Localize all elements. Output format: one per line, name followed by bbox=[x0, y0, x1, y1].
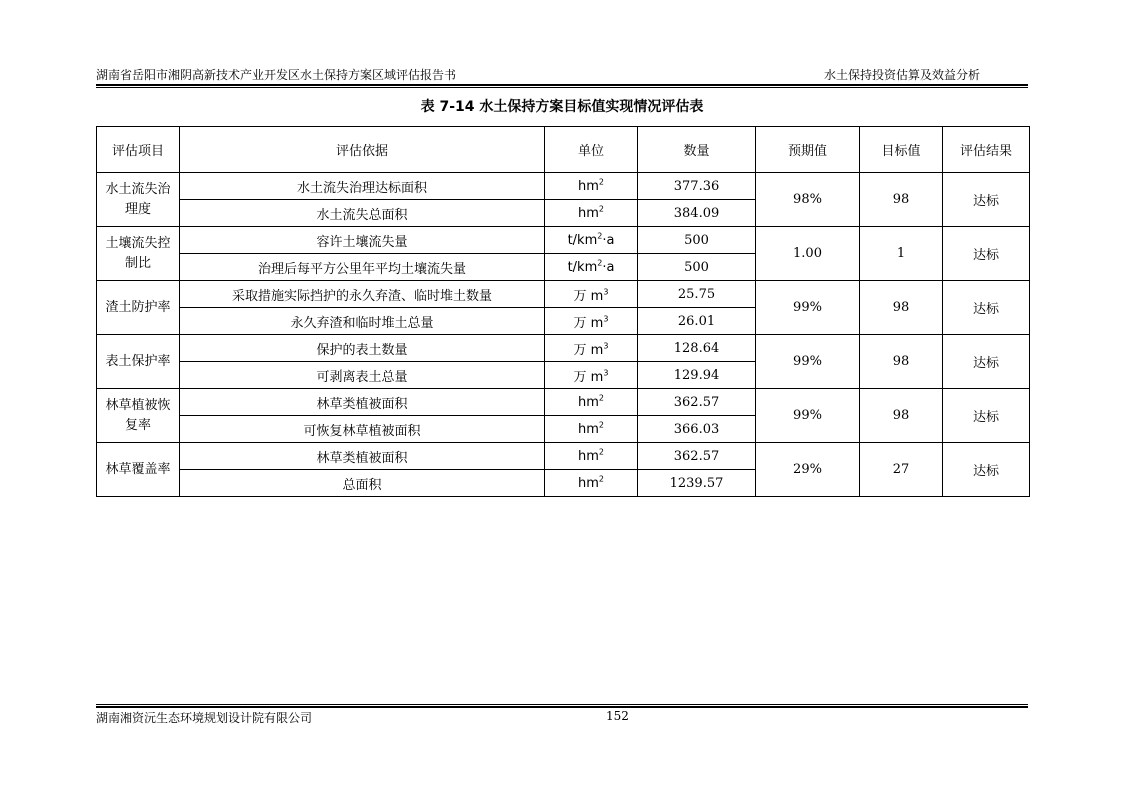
header-rule bbox=[96, 84, 1028, 86]
quantity-cell: 129.94 bbox=[638, 362, 756, 389]
evaluation-table bbox=[96, 126, 1030, 497]
unit-base: hm bbox=[578, 205, 599, 221]
item-cell: 林草植被恢复率 bbox=[97, 389, 180, 443]
item-cell: 表土保护率 bbox=[97, 335, 180, 389]
unit-base: 万 m bbox=[573, 315, 604, 331]
unit-cell bbox=[545, 173, 638, 200]
basis-cell: 水土流失治理达标面积 bbox=[180, 173, 545, 200]
unit-cell bbox=[545, 389, 638, 416]
header-cell: 评估依据 bbox=[180, 127, 545, 173]
footer-company: 湖南湘资沅生态环境规划设计院有限公司 bbox=[96, 711, 313, 725]
basis-cell: 总面积 bbox=[180, 470, 545, 497]
quantity-cell: 26.01 bbox=[638, 308, 756, 335]
quantity-cell: 128.64 bbox=[638, 335, 756, 362]
quantity-cell: 500 bbox=[638, 227, 756, 254]
footer-rule bbox=[96, 704, 1028, 705]
unit-exponent: 2 bbox=[597, 231, 603, 241]
header-cell: 评估项目 bbox=[97, 127, 180, 173]
table-title: 表 7-14 水土保持方案目标值实现情况评估表 bbox=[420, 99, 704, 115]
expected-cell: 29% bbox=[756, 443, 860, 497]
quantity-cell: 362.57 bbox=[638, 443, 756, 470]
quantity-cell: 1239.57 bbox=[638, 470, 756, 497]
unit-cell bbox=[545, 281, 638, 308]
unit-cell bbox=[545, 227, 638, 254]
result-cell: 达标 bbox=[943, 389, 1030, 443]
unit-exponent: 2 bbox=[598, 204, 604, 214]
basis-cell: 水土流失总面积 bbox=[180, 200, 545, 227]
target-cell: 1 bbox=[860, 227, 943, 281]
unit-cell bbox=[545, 416, 638, 443]
unit-cell bbox=[545, 362, 638, 389]
header-cell: 目标值 bbox=[860, 127, 943, 173]
unit-exponent: 2 bbox=[598, 447, 604, 457]
basis-cell: 可恢复林草植被面积 bbox=[180, 416, 545, 443]
unit-exponent: 2 bbox=[598, 393, 604, 403]
table-row bbox=[97, 281, 1030, 308]
table-header-row bbox=[97, 127, 1030, 173]
target-cell: 98 bbox=[860, 389, 943, 443]
header-rule-thin bbox=[96, 87, 1028, 88]
unit-cell bbox=[545, 443, 638, 470]
header-cell: 数量 bbox=[638, 127, 756, 173]
unit-exponent: 3 bbox=[603, 341, 609, 351]
header-section-title: 水土保持投资估算及效益分析 bbox=[823, 68, 980, 82]
unit-cell bbox=[545, 308, 638, 335]
unit-base: hm bbox=[578, 421, 599, 437]
basis-cell: 容许土壤流失量 bbox=[180, 227, 545, 254]
unit-exponent: 2 bbox=[597, 258, 603, 268]
target-cell: 98 bbox=[860, 335, 943, 389]
unit-exponent: 3 bbox=[603, 368, 609, 378]
header-cell: 单位 bbox=[545, 127, 638, 173]
table-body bbox=[97, 173, 1030, 497]
unit-exponent: 3 bbox=[603, 287, 609, 297]
unit-base: hm bbox=[578, 178, 599, 194]
basis-cell: 林草类植被面积 bbox=[180, 389, 545, 416]
basis-cell: 治理后每平方公里年平均土壤流失量 bbox=[180, 254, 545, 281]
footer-rule-thick bbox=[96, 706, 1028, 708]
basis-cell: 保护的表土数量 bbox=[180, 335, 545, 362]
unit-exponent: 2 bbox=[598, 177, 604, 187]
quantity-cell: 362.57 bbox=[638, 389, 756, 416]
table-row bbox=[97, 389, 1030, 416]
table-row bbox=[97, 227, 1030, 254]
page-footer bbox=[96, 709, 1028, 725]
unit-base: 万 m bbox=[573, 342, 604, 358]
basis-cell: 可剥离表土总量 bbox=[180, 362, 545, 389]
unit-cell bbox=[545, 470, 638, 497]
expected-cell: 99% bbox=[756, 281, 860, 335]
page-header bbox=[96, 66, 1028, 82]
quantity-cell: 366.03 bbox=[638, 416, 756, 443]
expected-cell: 99% bbox=[756, 335, 860, 389]
item-cell: 土壤流失控制比 bbox=[97, 227, 180, 281]
unit-cell bbox=[545, 200, 638, 227]
table-row bbox=[97, 443, 1030, 470]
table-row bbox=[97, 335, 1030, 362]
item-cell: 渣土防护率 bbox=[97, 281, 180, 335]
quantity-cell: 377.36 bbox=[638, 173, 756, 200]
unit-tail: ·a bbox=[602, 232, 615, 248]
result-cell: 达标 bbox=[943, 173, 1030, 227]
unit-base: 万 m bbox=[573, 288, 604, 304]
target-cell: 98 bbox=[860, 281, 943, 335]
unit-base: 万 m bbox=[573, 369, 604, 385]
basis-cell: 采取措施实际挡护的永久弃渣、临时堆土数量 bbox=[180, 281, 545, 308]
result-cell: 达标 bbox=[943, 443, 1030, 497]
item-cell: 林草覆盖率 bbox=[97, 443, 180, 497]
unit-base: hm bbox=[578, 394, 599, 410]
header-report-title: 湖南省岳阳市湘阴高新技术产业开发区水土保持方案区域评估报告书 bbox=[96, 68, 457, 82]
basis-cell: 林草类植被面积 bbox=[180, 443, 545, 470]
unit-base: hm bbox=[578, 475, 599, 491]
unit-cell bbox=[545, 254, 638, 281]
table-row bbox=[97, 173, 1030, 200]
unit-exponent: 3 bbox=[603, 314, 609, 324]
expected-cell: 1.00 bbox=[756, 227, 860, 281]
page-number: 152 bbox=[606, 709, 629, 723]
unit-tail: ·a bbox=[602, 259, 615, 275]
expected-cell: 99% bbox=[756, 389, 860, 443]
result-cell: 达标 bbox=[943, 281, 1030, 335]
unit-exponent: 2 bbox=[598, 420, 604, 430]
unit-base: t/km bbox=[567, 232, 598, 248]
quantity-cell: 25.75 bbox=[638, 281, 756, 308]
basis-cell: 永久弃渣和临时堆土总量 bbox=[180, 308, 545, 335]
expected-cell: 98% bbox=[756, 173, 860, 227]
unit-exponent: 2 bbox=[598, 474, 604, 484]
target-cell: 98 bbox=[860, 173, 943, 227]
target-cell: 27 bbox=[860, 443, 943, 497]
unit-cell bbox=[545, 335, 638, 362]
quantity-cell: 384.09 bbox=[638, 200, 756, 227]
header-cell: 预期值 bbox=[756, 127, 860, 173]
unit-base: hm bbox=[578, 448, 599, 464]
header-cell: 评估结果 bbox=[943, 127, 1030, 173]
result-cell: 达标 bbox=[943, 335, 1030, 389]
item-cell: 水土流失治理度 bbox=[97, 173, 180, 227]
unit-base: t/km bbox=[567, 259, 598, 275]
quantity-cell: 500 bbox=[638, 254, 756, 281]
result-cell: 达标 bbox=[943, 227, 1030, 281]
